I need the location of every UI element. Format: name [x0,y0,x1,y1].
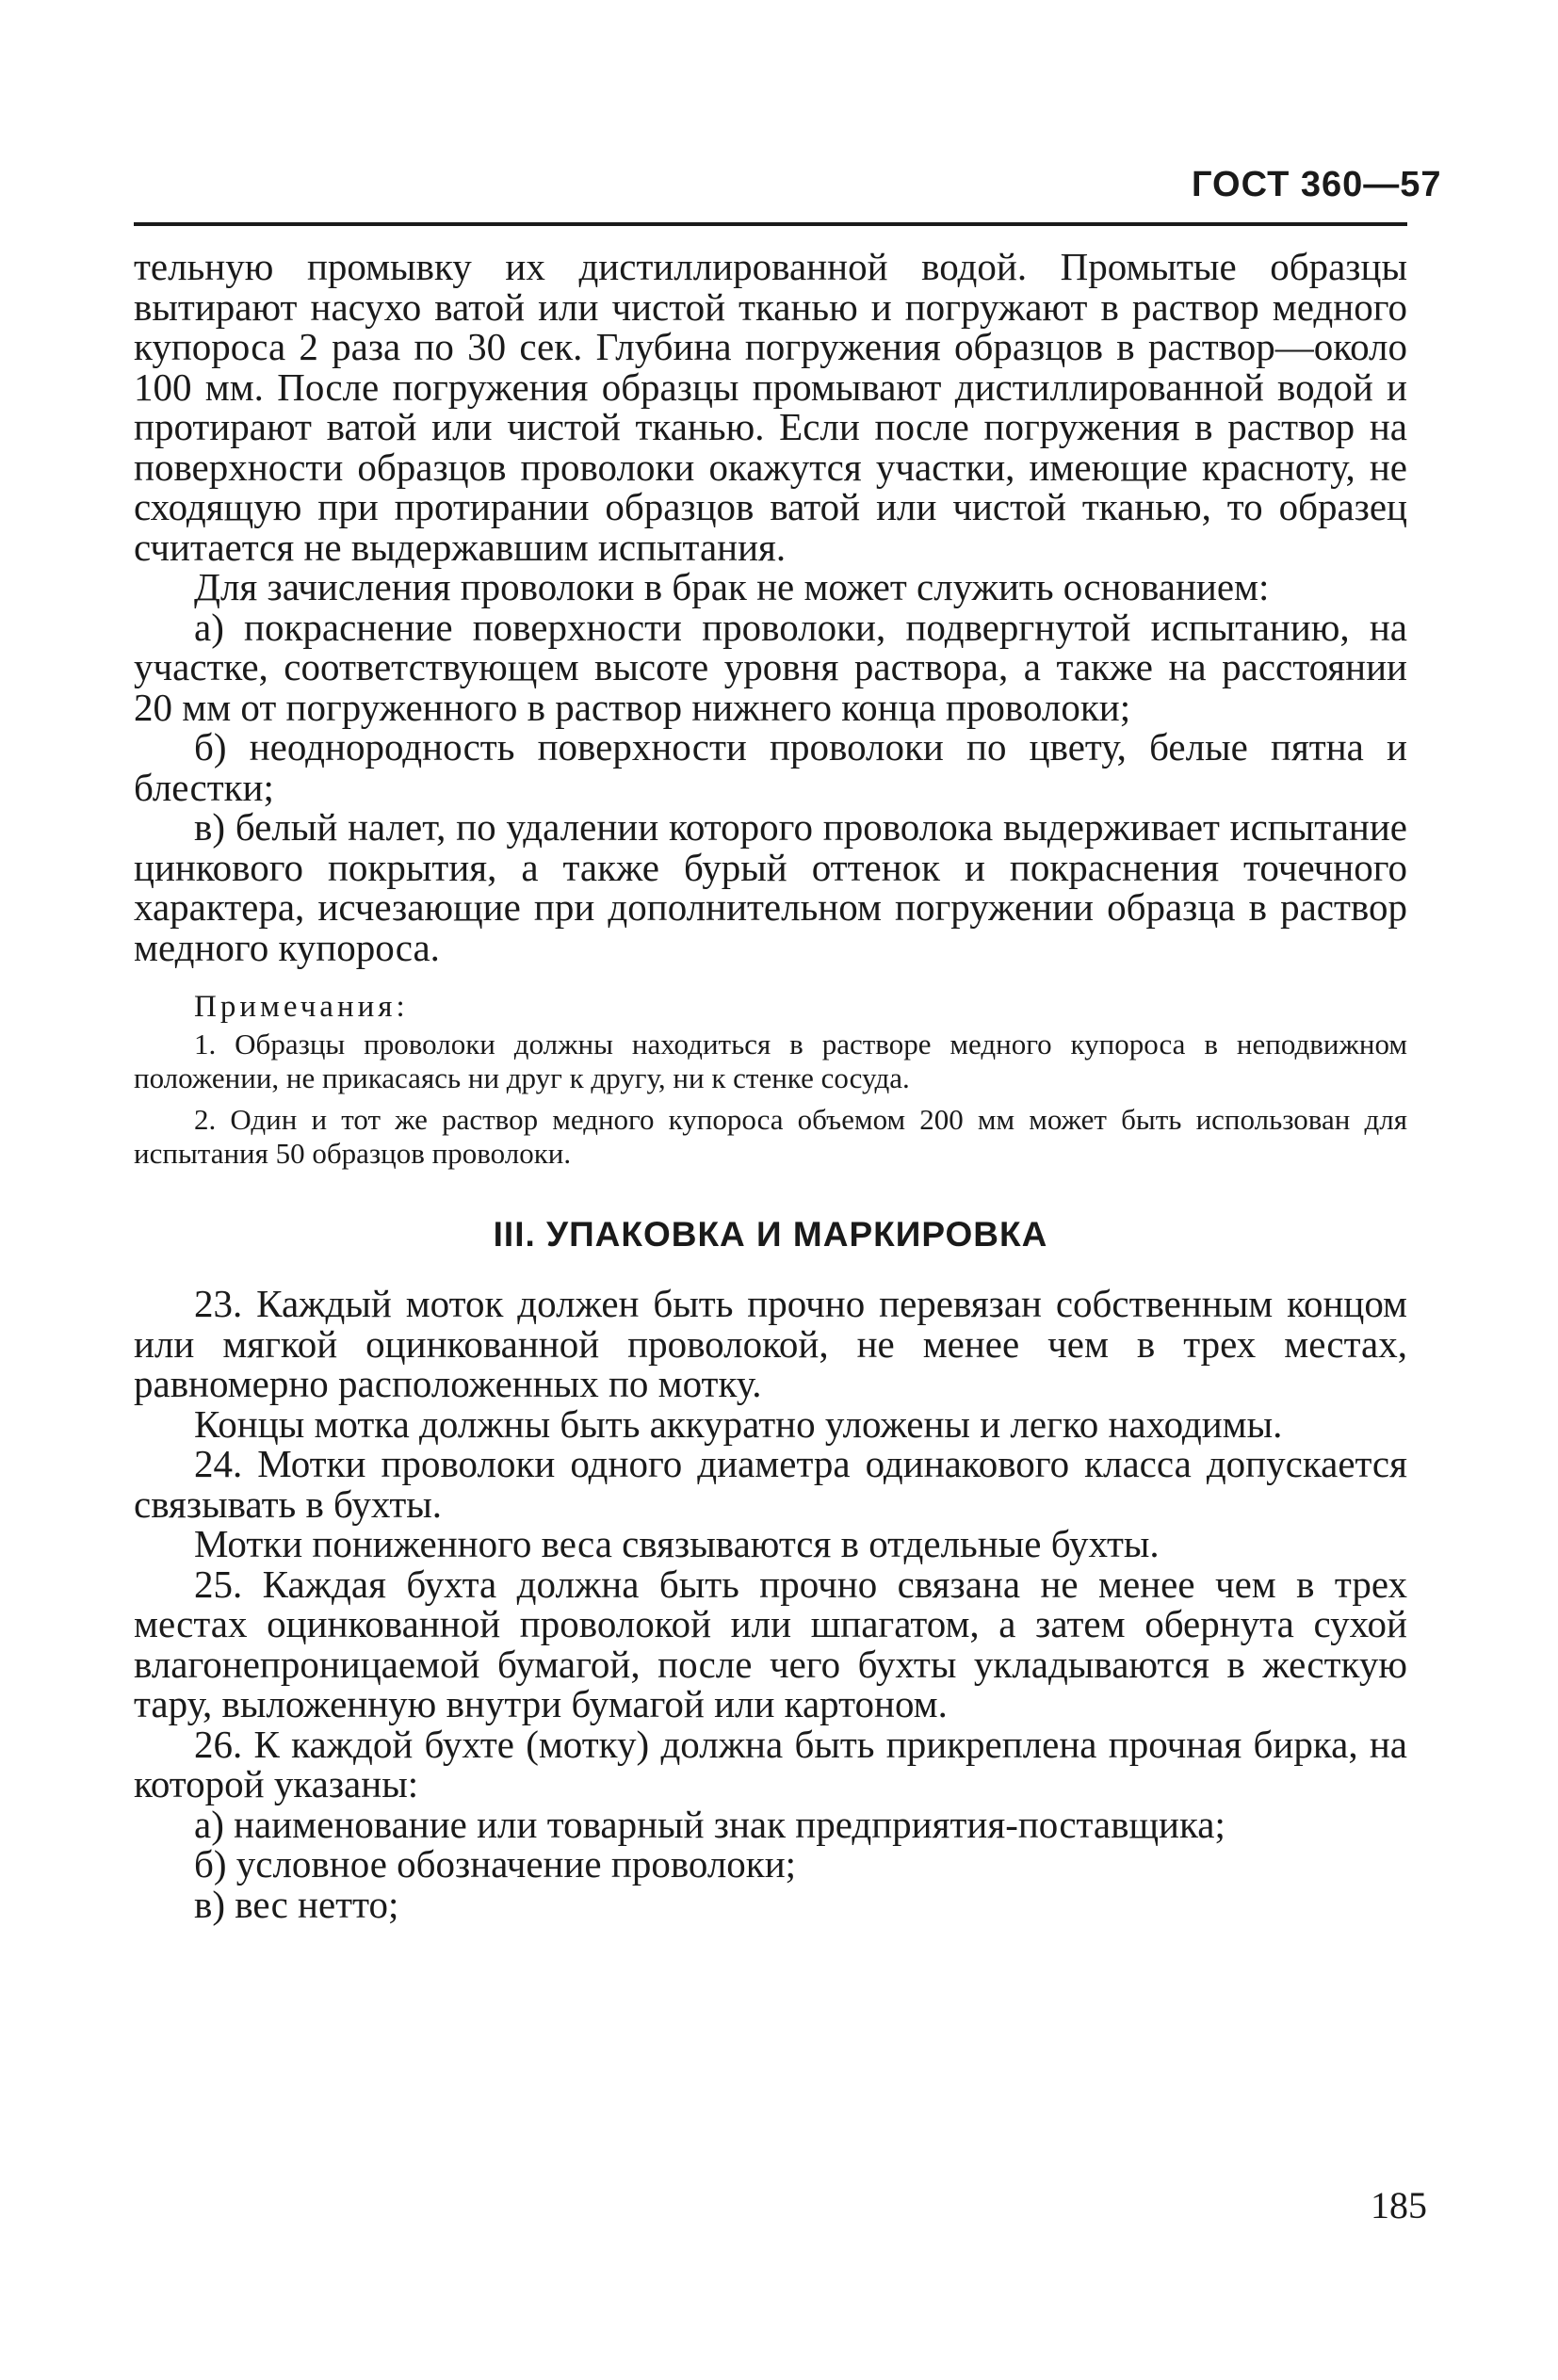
note: 1. Образцы проволоки должны находиться в растворе медного купороса в неподвижном положении, не прикасаясь ни друг к другу, ни к стенке сосуда. [134,1028,1407,1094]
paragraph: Мотки пониженного веса связываются в отдельные бухты. [194,1522,1160,1565]
list-item: в) вес нетто; [194,1882,399,1926]
paragraph: 25. Каждая бухта должна быть прочно связана не менее чем в трех местах оцинкованной проволокой или шпагатом, а затем обернута сухой влагонепроницаемой бумагой, после чего бухты укладываются в жесткую тару, выложенную внутри бумагой или картоном. [134,1562,1407,1725]
notes-heading: Примечания: [194,990,409,1024]
paragraph: тельную промывку их дистиллированной водой. Промытые образцы вытирают насухо ватой или чистой тканью и погружают в раствор медного купороса 2 раза по 30 сек. Глубина погружения образцов в раствор—около 100 мм. После погружения образцы промывают дистиллированной водой и протирают ватой или чистой тканью. Если после погружения в раствор на поверхности образцов проволоки окажутся участки, имеющие красноту, не сходящую при протирании образцов ватой или чистой тканью, то образец считается не выдержавшим испытания. [134,245,1407,569]
list-item: а) покраснение поверхности проволоки, подвергнутой испытанию, на участке, соответствующем высоте уровня раствора, а также на расстоянии 20 мм от погруженного в раствор нижнего конца проволоки; [134,605,1407,729]
section-heading: III. УПАКОВКА И МАРКИРОВКА [493,1215,1048,1254]
paragraph: 23. Каждый моток должен быть прочно перевязан собственным концом или мягкой оцинкованной проволокой, не менее чем в трех местах, равномерно расположенных по мотку. [134,1282,1407,1405]
header-rule [134,222,1407,226]
list-item: в) белый налет, по удалении которого проволока выдерживает испытание цинкового покрытия, а также бурый оттенок и покраснения точечного характера, исчезающие при дополнительном погружении образца в раствор медного купороса. [134,805,1407,969]
page-header: ГОСТ 360—57 [1192,165,1442,204]
list-item: а) наименование или товарный знак предприятия-поставщика; [194,1802,1225,1846]
note: 2. Один и тот же раствор медного купороса объемом 200 мм может быть использован для испытания 50 образцов проволоки. [134,1103,1407,1170]
paragraph: 26. К каждой бухте (мотку) должна быть прикреплена прочная бирка, на которой указаны: [134,1722,1407,1805]
page-number: 185 [1371,2184,1427,2226]
paragraph: 24. Мотки проволоки одного диаметра одинакового класса допускается связывать в бухты. [134,1442,1407,1526]
body-text [134,247,1407,1924]
list-item: б) неоднородность поверхности проволоки по цвету, белые пятна и блестки; [134,725,1407,809]
paragraph: Для зачисления проволоки в брак не может служить основанием: [194,565,1270,608]
paragraph: Концы мотка должны быть аккуратно уложены и легко находимы. [194,1401,1283,1446]
list-item: б) условное обозначение проволоки; [194,1842,797,1886]
